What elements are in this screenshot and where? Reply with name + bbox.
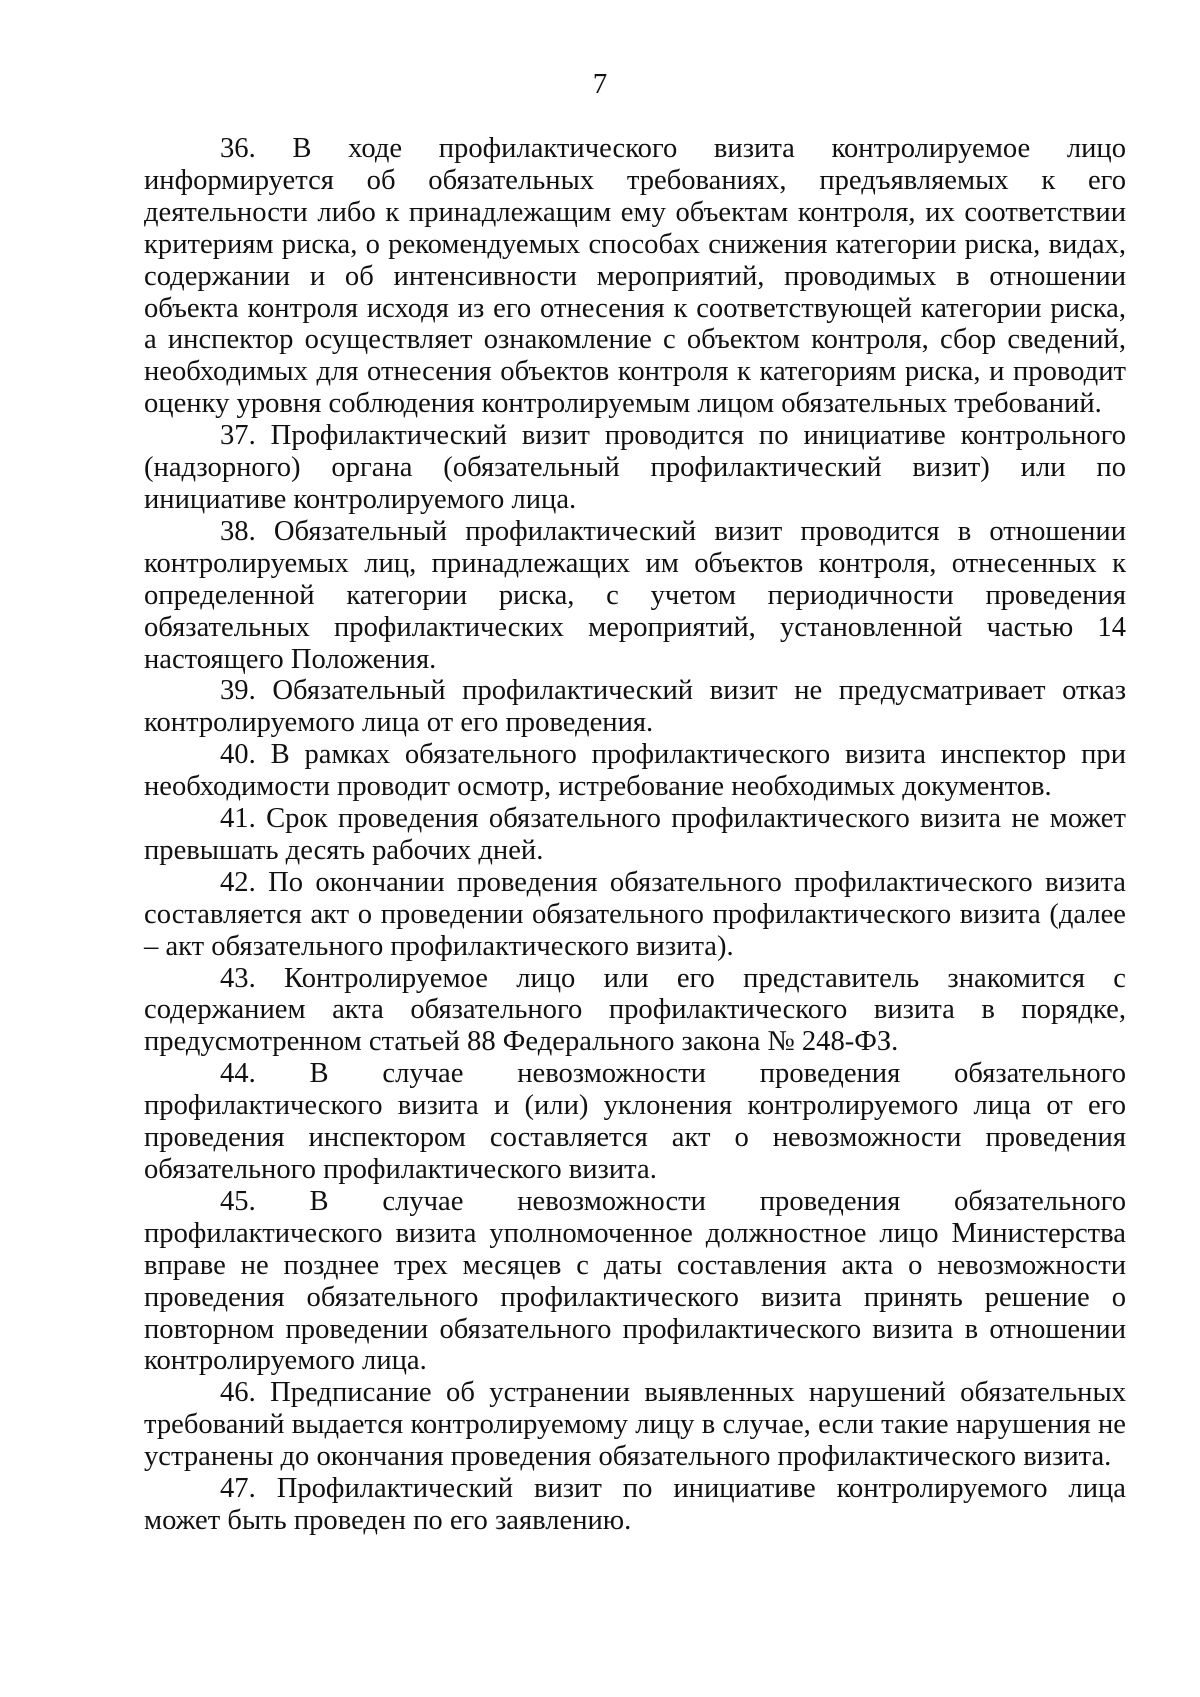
paragraph-44: 44. В случае невозможности проведения обязательного профилактического визита и (или) уклонения контролируемого лица от его проведения инспектором составляется акт о невозможности проведения обязательного профилактического визита.	[144, 1058, 1126, 1185]
paragraph-41: 41. Срок проведения обязательного профилактического визита не может превышать десять рабочих дней.	[144, 803, 1126, 866]
paragraph-43: 43. Контролируемое лицо или его представитель знакомится с содержанием акта обязательного профилактического визита в порядке, предусмотренном статьей 88 Федерального закона № 248-ФЗ.	[144, 962, 1126, 1058]
paragraph-37: 37. Профилактический визит проводится по инициативе контрольного (надзорного) органа (обязательный профилактический визит) или по инициативе контролируемого лица.	[144, 420, 1126, 515]
paragraph-38: 38. Обязательный профилактический визит проводится в отношении контролируемых лиц, принадлежащих им объектов контроля, отнесенных к определенной категории риска, с учетом периодичности проведения обязательных профилактических мероприятий, установленной частью 14 настоящего Положения.	[144, 515, 1126, 675]
paragraph-45: 45. В случае невозможности проведения обязательного профилактического визита уполномоченное должностное лицо Министерства вправе не позднее трех месяцев с даты составления акта о невозможности проведения обязательного профилактического визита принять решение о повторном проведении обязательного профилактического визита в отношении контролируемого лица.	[144, 1185, 1126, 1377]
paragraph-46: 46. Предписание об устранении выявленных нарушений обязательных требований выдается контролируемому лицу в случае, если такие нарушения не устранены до окончания проведения обязательного профилактического визита.	[144, 1377, 1126, 1473]
paragraph-47: 47. Профилактический визит по инициативе контролируемого лица может быть проведен по его заявлению.	[144, 1473, 1126, 1536]
paragraph-39: 39. Обязательный профилактический визит не предусматривает отказ контролируемого лица от его проведения.	[144, 675, 1126, 739]
paragraph-42: 42. По окончании проведения обязательного профилактического визита составляется акт о проведении обязательного профилактического визита (далее – акт обязательного профилактического визита).	[144, 866, 1126, 962]
paragraph-40: 40. В рамках обязательного профилактического визита инспектор при необходимости проводит осмотр, истребование необходимых документов.	[144, 739, 1126, 803]
paragraph-36: 36. В ходе профилактического визита контролируемое лицо информируется об обязательных требованиях, предъявляемых к его деятельности либо к принадлежащим ему объектам контроля, их соответствии критериям риска, о рекомендуемых способах снижения категории риска, видах, содержании и об интенсивности мероприятий, проводимых в отношении объекта контроля исходя из его отнесения к соответствующей категории риска, а инспектор осуществляет ознакомление с объектом контроля, сбор сведений, необходимых для отнесения объектов контроля к категориям риска, и проводит оценку уровня соблюдения контролируемым лицом обязательных требований.	[144, 133, 1126, 420]
page-number: 7	[592, 68, 608, 100]
document-body	[144, 133, 1126, 1537]
